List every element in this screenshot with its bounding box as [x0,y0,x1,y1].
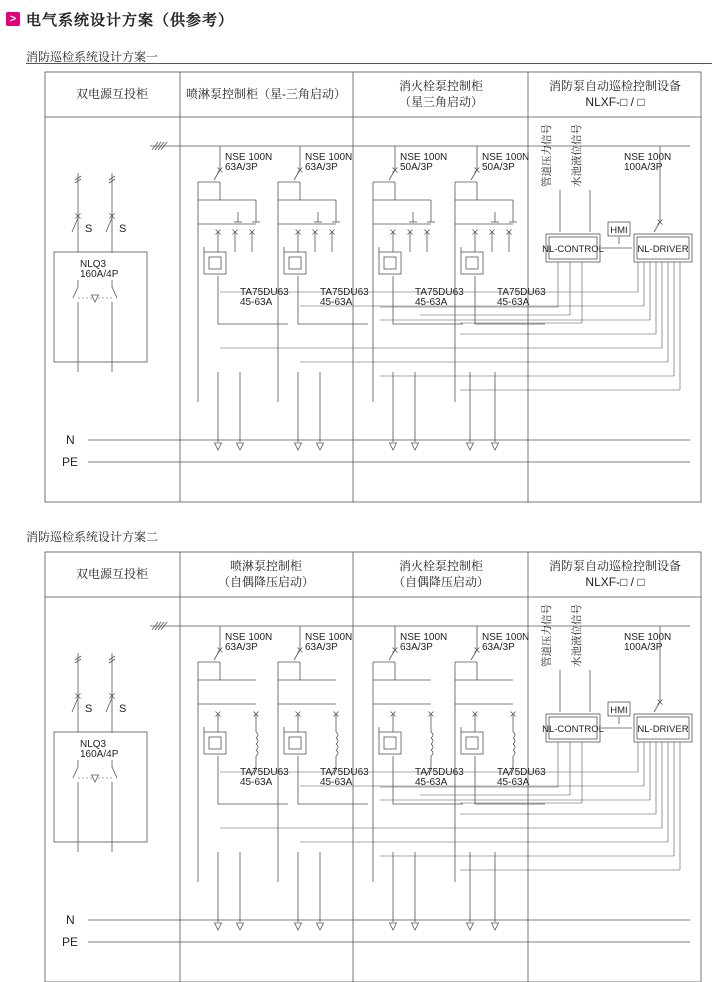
breaker-4-rating: 50A/3P [482,162,515,173]
breaker-1-rating: 63A/3P [225,642,258,653]
driver-breaker [654,222,660,232]
relay-4-model: TA75DU63 [497,767,546,778]
hmi-label: HMI [610,705,628,716]
relay-3-model: TA75DU63 [415,287,464,298]
header-hydrant-pump: 消火栓泵控制柜 [398,559,484,573]
relay-4-range: 45-63A [497,777,530,788]
ground-arrow-icon [215,443,222,450]
autotransformer-coil-icon [336,738,338,744]
breaker-4-name: NSE 100N [482,152,530,163]
switch-label-2: S [119,703,127,715]
header-spray-pump: 喷淋泵控制柜（星-三角启动） [186,87,346,101]
switch-blade [72,698,78,712]
ground-arrow-icon [317,923,324,930]
nl-control-label: NL-CONTROL [542,244,604,255]
relay-4-range: 45-63A [497,297,530,308]
breaker-2-rating: 63A/3P [305,642,338,653]
ats-model: NLQ3 [80,259,107,270]
switch-label-1: S [85,223,93,235]
scheme-2-label: 消防巡检系统设计方案二 [26,530,159,544]
ground-arrow-icon [412,923,419,930]
ats-blade [73,287,78,298]
autotransformer-coil-icon [513,732,515,738]
main-breaker [389,650,395,660]
level-signal-label: 水池液位信号 [571,124,583,187]
breaker-2-name: NSE 100N [305,632,353,643]
relay-3-model: TA75DU63 [415,767,464,778]
ground-arrow-icon [295,923,302,930]
page-title-text: 电气系统设计方案（供参考） [26,11,235,29]
header-hydrant-start: （自偶降压启动） [392,575,490,589]
header-model-code: NLXF-□ / □ [585,95,645,109]
scheme-1-label: 消防巡检系统设计方案一 [26,50,159,64]
neutral-label: N [66,913,75,927]
autotransformer-coil-icon [336,750,338,756]
thermal-relay [204,732,226,754]
relay-2-model: TA75DU63 [320,767,369,778]
header-spray-pump: 喷淋泵控制柜 [229,559,303,573]
breaker-5-name: NSE 100N [624,152,672,163]
main-breaker [471,650,477,660]
ground-arrow-icon [237,443,244,450]
main-breaker [294,650,300,660]
breaker-5-rating: 100A/3P [624,162,663,173]
ground-arrow-icon [467,443,474,450]
ats-blade [73,767,78,778]
ats-indicator-icon [92,775,99,782]
pressure-signal-label: 管道压力信号 [541,124,553,187]
breaker-4-name: NSE 100N [482,632,530,643]
autotransformer-coil-icon [431,750,433,756]
switch-blade [72,218,78,232]
ground-arrow-icon [295,443,302,450]
driver-breaker [654,702,660,712]
ats-blade [112,767,117,778]
ground-arrow-icon [412,443,419,450]
breaker-3-rating: 50A/3P [400,162,433,173]
autotransformer-coil-icon [513,738,515,744]
ground-arrow-icon [390,923,397,930]
main-breaker [214,650,220,660]
ats-blade [112,287,117,298]
breaker-2-rating: 63A/3P [305,162,338,173]
autotransformer-coil-icon [431,732,433,738]
breaker-3-name: NSE 100N [400,632,448,643]
autotransformer-coil-icon [256,744,258,750]
relay-3-range: 45-63A [415,777,448,788]
relay-2-range: 45-63A [320,777,353,788]
thermal-relay [379,252,401,274]
breaker-5-name: NSE 100N [624,632,672,643]
switch-blade [106,698,112,712]
breaker-5-rating: 100A/3P [624,642,663,653]
thermal-relay [204,252,226,274]
autotransformer-coil-icon [336,732,338,738]
autotransformer-coil-icon [256,732,258,738]
thermal-relay [284,252,306,274]
relay-2-range: 45-63A [320,297,353,308]
relay-1-range: 45-63A [240,297,273,308]
breaker-2-name: NSE 100N [305,152,353,163]
thermal-relay [461,252,483,274]
ground-arrow-icon [237,923,244,930]
earth-label: PE [62,935,79,949]
autotransformer-coil-icon [431,744,433,750]
relay-2-model: TA75DU63 [320,287,369,298]
header-dual-power: 双电源互投柜 [75,567,149,581]
autotransformer-coil-icon [256,750,258,756]
level-signal-label: 水池液位信号 [571,604,583,667]
nl-driver-label: NL-DRIVER [637,724,689,735]
thermal-relay [379,732,401,754]
breaker-3-name: NSE 100N [400,152,448,163]
ats-rating: 160A/4P [80,269,119,280]
header-dual-power: 双电源互投柜 [75,87,149,101]
relay-1-range: 45-63A [240,777,273,788]
header-hydrant-pump: 消火栓泵控制柜 [398,79,484,93]
relay-3-range: 45-63A [415,297,448,308]
scheme-1-diagram [45,72,701,502]
breaker-3-rating: 63A/3P [400,642,433,653]
relay-1-model: TA75DU63 [240,767,289,778]
hmi-label: HMI [610,225,628,236]
header-auto-inspection: 消防泵自动巡检控制设备 [548,79,682,93]
breaker-4-rating: 63A/3P [482,642,515,653]
ats-indicator-icon [92,295,99,302]
ground-arrow-icon [390,443,397,450]
autotransformer-coil-icon [513,744,515,750]
main-breaker [389,170,395,180]
breaker-1-rating: 63A/3P [225,162,258,173]
autotransformer-coil-icon [336,744,338,750]
main-breaker [214,170,220,180]
nl-driver-label: NL-DRIVER [637,244,689,255]
ground-arrow-icon [467,923,474,930]
breaker-1-name: NSE 100N [225,632,273,643]
ground-arrow-icon [492,923,499,930]
thermal-relay [461,732,483,754]
neutral-label: N [66,433,75,447]
switch-label-2: S [119,223,127,235]
header-spray-start: （自偶降压启动） [217,575,315,589]
relay-4-model: TA75DU63 [497,287,546,298]
chevron-right-icon: > [6,12,20,26]
pressure-signal-label: 管道压力信号 [541,604,553,667]
scheme-2-diagram [45,552,701,982]
earth-label: PE [62,455,79,469]
main-breaker [471,170,477,180]
nl-control-label: NL-CONTROL [542,724,604,735]
thermal-relay [284,732,306,754]
ground-arrow-icon [215,923,222,930]
header-hydrant-start: （星三角启动） [398,95,484,109]
header-auto-inspection: 消防泵自动巡检控制设备 [548,559,682,573]
breaker-1-name: NSE 100N [225,152,273,163]
relay-1-model: TA75DU63 [240,287,289,298]
main-breaker [294,170,300,180]
ground-arrow-icon [492,443,499,450]
autotransformer-coil-icon [256,738,258,744]
switch-label-1: S [85,703,93,715]
switch-blade [106,218,112,232]
autotransformer-coil-icon [431,738,433,744]
autotransformer-coil-icon [513,750,515,756]
ats-rating: 160A/4P [80,749,119,760]
ats-model: NLQ3 [80,739,107,750]
header-model-code: NLXF-□ / □ [585,575,645,589]
ground-arrow-icon [317,443,324,450]
